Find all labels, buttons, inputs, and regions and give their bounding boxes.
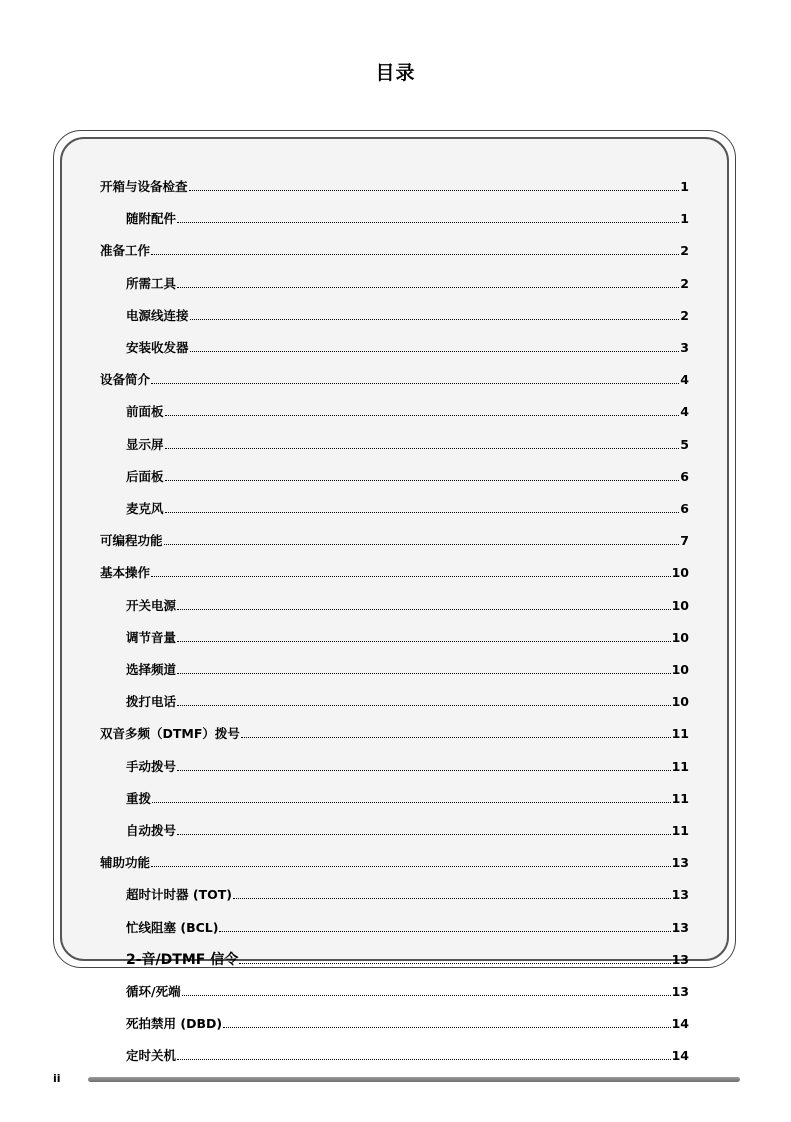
toc-leader-dots [190,351,680,352]
toc-entry-page: 13 [671,952,689,967]
toc-entry-label: 双音多频（DTMF）拨号 [100,726,240,741]
toc-leader-dots [152,802,671,803]
toc-entry-page: 7 [680,533,689,548]
toc-entry-page: 10 [671,662,689,677]
toc-entry[interactable] [100,241,689,259]
toc-entry-label: 选择频道 [126,662,177,677]
toc-entry-label: 循环/死端 [126,984,181,999]
toc-entry-label: 死拍禁用 (DBD) [126,1016,223,1031]
toc-entry[interactable] [126,1046,689,1064]
toc-entry-label: 前面板 [126,404,164,419]
toc-leader-dots [177,222,679,223]
toc-entry-page: 10 [671,630,689,645]
toc-entry-page: 14 [671,1048,689,1063]
toc-leader-dots [151,254,679,255]
toc-entry-page: 1 [680,179,689,194]
toc-leader-dots [165,415,680,416]
toc-entry[interactable] [126,209,689,227]
toc-entry-page: 2 [680,276,689,291]
toc-entry[interactable] [126,660,689,678]
toc-entry[interactable] [100,563,689,581]
toc-entry[interactable] [100,370,689,388]
toc-entry-label: 可编程功能 [100,533,163,548]
toc-leader-dots [177,770,671,771]
toc-entry[interactable] [126,757,689,775]
toc-entry-label: 忙线阻塞 (BCL) [126,920,219,935]
toc-entry-page: 13 [671,920,689,935]
toc-entry-page: 14 [671,1016,689,1031]
toc-entry[interactable] [126,821,689,839]
toc-entry-page: 6 [680,501,689,516]
toc-entry-label: 随附配件 [126,211,177,226]
toc-entry-page: 10 [671,565,689,580]
toc-entry-page: 10 [671,694,689,709]
toc-entry[interactable] [126,982,689,1000]
toc-entry-page: 3 [680,340,689,355]
toc-entry-page: 2 [680,308,689,323]
toc-entry[interactable] [126,306,689,324]
toc-leader-dots [177,609,671,610]
toc-entry[interactable] [126,338,689,356]
toc-entry-label: 所需工具 [126,276,177,291]
toc-leader-dots [177,705,671,706]
toc-entry[interactable] [126,499,689,517]
toc-leader-dots [151,866,671,867]
toc-entry-page: 11 [671,823,689,838]
toc-entry-page: 2 [680,243,689,258]
toc-entry-label: 手动拨号 [126,759,177,774]
toc-entry-page: 4 [680,404,689,419]
toc-entry[interactable] [126,789,689,807]
toc-entry[interactable] [100,177,689,195]
toc-leader-dots [177,1059,671,1060]
toc-leader-dots [189,190,680,191]
toc-entry-label: 2-音/DTMF 信令 [126,952,239,968]
toc-leader-dots [177,287,679,288]
toc-entry-label: 自动拨号 [126,823,177,838]
toc-leader-dots [241,737,671,738]
page-title: 目录 [375,62,416,84]
toc-entry[interactable] [126,950,689,968]
toc-leader-dots [151,576,671,577]
toc-entry-label: 设备简介 [100,372,151,387]
toc-entry[interactable] [100,531,689,549]
toc-entry[interactable] [100,724,689,742]
toc-leader-dots [219,931,670,932]
toc-entry[interactable] [126,628,689,646]
toc-entry-label: 后面板 [126,469,164,484]
toc-entry-page: 11 [671,759,689,774]
toc-entry-page: 11 [671,791,689,806]
toc-entry-label: 调节音量 [126,630,177,645]
toc-leader-dots [190,319,680,320]
page-number: ii [53,1072,61,1085]
toc-leader-dots [151,383,679,384]
toc-leader-dots [165,480,680,481]
toc-leader-dots [165,512,680,513]
toc-entry-label: 显示屏 [126,437,164,452]
toc-leader-dots [239,963,670,964]
toc-entry-label: 定时关机 [126,1048,177,1063]
toc-entry-label: 安装收发器 [126,340,189,355]
toc-entry-page: 11 [671,726,689,741]
toc-entry[interactable] [126,918,689,936]
toc-entry-label: 拨打电话 [126,694,177,709]
toc-entry-page: 6 [680,469,689,484]
toc-entry[interactable] [126,692,689,710]
toc-entry-label: 开箱与设备检查 [100,179,188,194]
toc-entry-page: 1 [680,211,689,226]
toc-leader-dots [164,544,680,545]
toc-leader-dots [177,834,671,835]
toc-leader-dots [177,673,671,674]
toc-entry-label: 基本操作 [100,565,151,580]
footer-rule [88,1077,740,1082]
toc-entry-page: 13 [671,984,689,999]
toc-leader-dots [177,641,671,642]
toc-entry[interactable] [100,853,689,871]
toc-entry-label: 准备工作 [100,243,151,258]
toc-entry[interactable] [126,435,689,453]
toc-entry-label: 麦克风 [126,501,164,516]
toc-leader-dots [165,448,680,449]
toc-entry[interactable] [126,467,689,485]
toc-entry-label: 重拨 [126,791,152,806]
toc-entry-page: 13 [671,887,689,902]
toc-entry[interactable] [126,1014,689,1032]
toc-entry-page: 4 [680,372,689,387]
toc-entry-page: 13 [671,855,689,870]
toc-entry[interactable] [126,596,689,614]
toc-entry[interactable] [126,402,689,420]
toc-entry-label: 电源线连接 [126,308,189,323]
toc-leader-dots [233,898,671,899]
toc-leader-dots [223,1027,671,1028]
toc-entry-label: 开关电源 [126,598,177,613]
toc-entry-page: 10 [671,598,689,613]
toc-leader-dots [182,995,671,996]
toc-entry[interactable] [126,885,689,903]
toc-entry[interactable] [126,274,689,292]
toc-entry-label: 超时计时器 (TOT) [126,887,232,902]
toc-entry-page: 5 [680,437,689,452]
toc-entry-label: 辅助功能 [100,855,151,870]
